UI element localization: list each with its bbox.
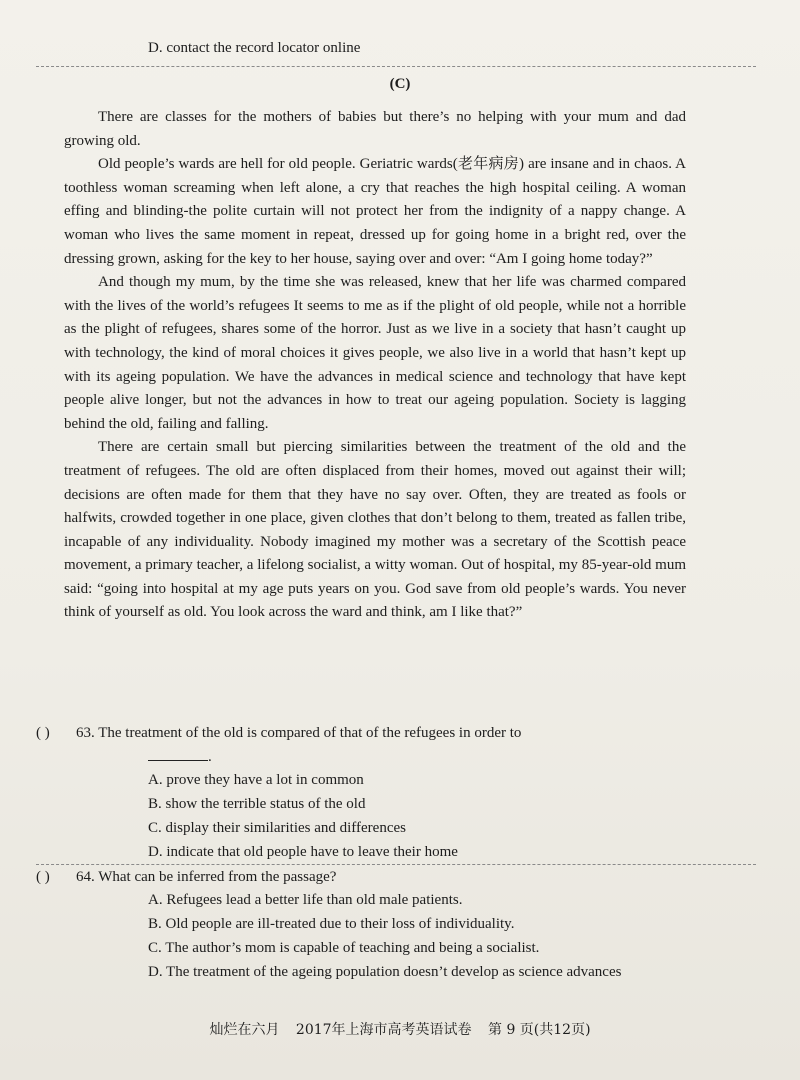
passage-paragraph: And though my mum, by the time she was released, knew that her life was charmed compared with the lives of the world’s refugees It seems to me as if the plight of old people, while not a horrible as the plight of refugees, shares some of the horror. Just as we live in a society that hasn’t caught up with technology, the kind of moral choices it gives people, we also live in a world that hasn’t kept up with its ageing population. We have the advances in medical science and technology that have kept people alive longer, but not the advances in how to treat our ageing population. Society is lagging behind the old, failing and falling.: [64, 274, 686, 432]
option-c[interactable]: C. The author’s mom is capable of teaching and being a socialist.: [148, 940, 540, 956]
question-stem: 63. The treatment of the old is compared of that of the refugees in order to: [76, 725, 522, 741]
question-63-options: [148, 768, 693, 864]
option-a[interactable]: A. Refugees lead a better life than old male patients.: [148, 892, 463, 908]
option-d[interactable]: D. The treatment of the ageing population doesn’t develop as science advances: [148, 964, 622, 980]
footer-tagline: 灿烂在六月: [209, 1022, 280, 1038]
reading-passage: [64, 106, 686, 625]
answer-blank: [148, 746, 208, 761]
question-63: [36, 722, 726, 744]
option-b[interactable]: B. Old people are ill-treated due to their loss of individuality.: [148, 916, 515, 932]
footer-page-number: 第 9 页(共12页): [488, 1022, 591, 1038]
option-a[interactable]: A. prove they have a lot in common: [148, 772, 364, 788]
answer-bracket[interactable]: ( ): [36, 869, 50, 885]
divider: [36, 864, 756, 865]
footer-exam-title: 2017年上海市高考英语试卷: [295, 1022, 472, 1038]
option-c[interactable]: C. display their similarities and differences: [148, 820, 406, 836]
option-b[interactable]: B. show the terrible status of the old: [148, 796, 366, 812]
passage-paragraph: There are classes for the mothers of babies but there’s no helping with your mum and dad growing old.: [64, 109, 686, 149]
question-stem-end: .: [208, 749, 212, 765]
section-label: (C): [389, 76, 411, 92]
question-63-blank-line: [148, 746, 348, 768]
answer-bracket[interactable]: ( ): [36, 725, 50, 741]
passage-paragraph: There are certain small but piercing similarities between the treatment of the old and the treatment of refugees. The old are often displaced from their homes, moved out against their will; decisions are often made for them that they have no say over. Often, they are treated as fools or halfwits, crowded together in one place, given clothes that don’t belong to them, treated as fallen tribe, incapable of any individuality. Nobody imagined my mother was a secretary of the Scottish peace movement, a primary teacher, a lifelong socialist, a witty woman. Out of hospital, my 85-year-old mum said: “going into hospital at my age puts years on you. God save from old people’s wards. You never think of yourself as old. You look across the ward and think, am I like that?”: [64, 439, 686, 621]
option-d[interactable]: D. indicate that old people have to leave their home: [148, 844, 458, 860]
question-64-options: [148, 888, 693, 984]
previous-question-option-d: D. contact the record locator online: [148, 40, 361, 56]
page-footer: [0, 1020, 800, 1040]
divider: [36, 66, 756, 67]
passage-paragraph: Old people’s wards are hell for old people. Geriatric wards(老年病房) are insane and in chaos. A toothless woman screaming when left alone, a cry that reaches the high hospital ceiling. A woman effing and blinding-the polite curtain will not protect her from the indignity of a nappy change. A woman who lives the same moment in repeat, dressed up for going home in a bright red, over the dressing grown, asking for the key to her house, saying over and over: “Am I going home today?”: [64, 156, 686, 267]
question-stem: 64. What can be inferred from the passage?: [76, 869, 337, 885]
question-64: [36, 866, 726, 888]
